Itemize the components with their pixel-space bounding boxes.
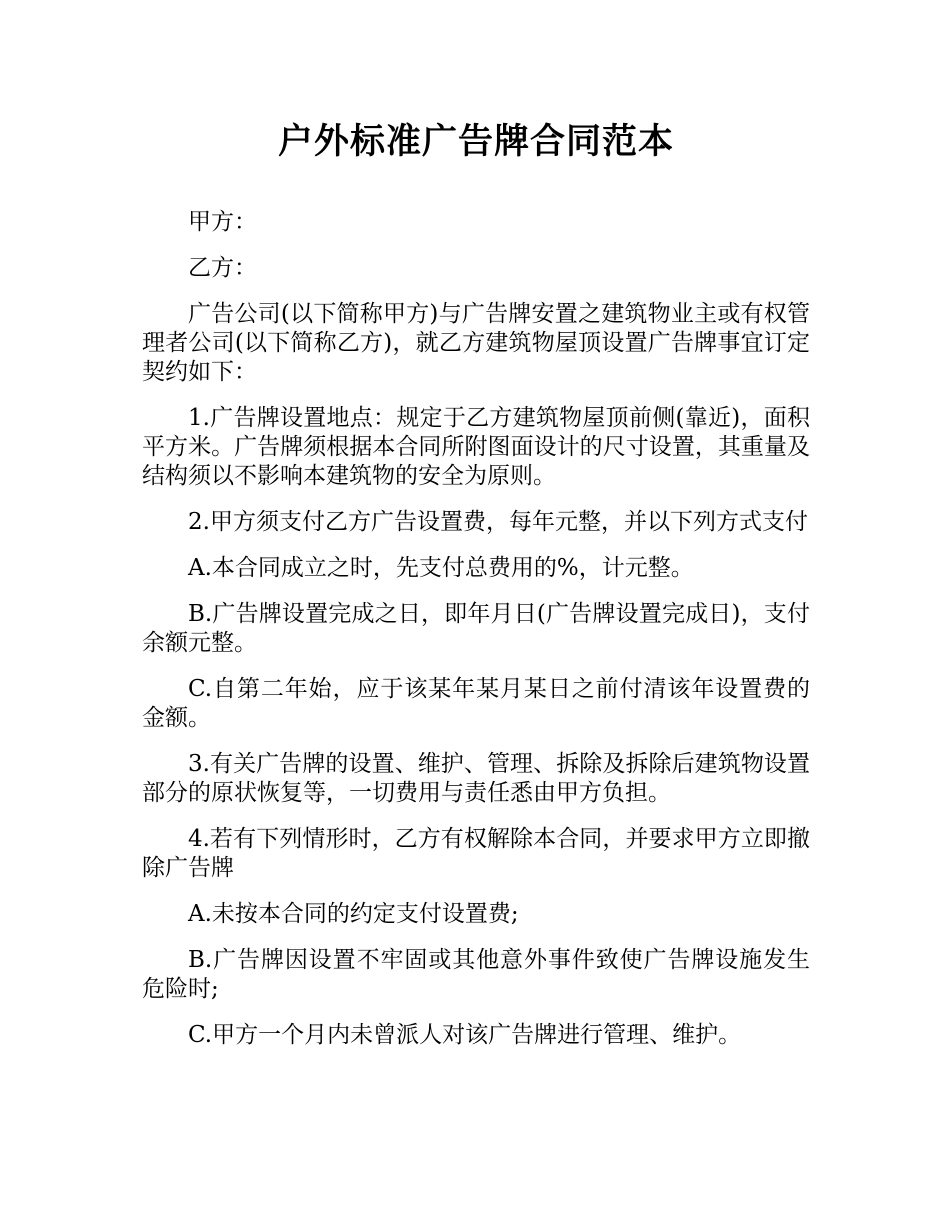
party-b-line: 乙方： <box>188 255 257 281</box>
clause-4-item-a: A.未按本合同的约定支付设置费; <box>188 901 519 927</box>
clause-2-paragraph: 2.甲方须支付乙方广告设置费，每年元整，并以下列方式支付 <box>188 509 808 535</box>
clause-2-item-b: B.广告牌设置完成之日，即年月日(广告牌设置完成日)，支付余额元整。 <box>142 601 810 656</box>
clause-4-paragraph: 4.若有下列情形时，乙方有权解除本合同，并要求甲方立即撤除广告牌 <box>142 826 810 881</box>
clause-1-paragraph: 1.广告牌设置地点：规定于乙方建筑物屋顶前侧(靠近)，面积平方米。广告牌须根据本合同所附图面设计的尺寸设置，其重量及结构须以不影响本建筑物的安全为原则。 <box>142 405 810 489</box>
clause-3-paragraph: 3.有关广告牌的设置、维护、管理、拆除及拆除后建筑物设置部分的原状恢复等，一切费用与责任悉由甲方负担。 <box>142 751 810 806</box>
clause-4-item-c: C.甲方一个月内未曾派人对该广告牌进行管理、维护。 <box>188 1022 742 1048</box>
clause-4-item-b: B.广告牌因设置不牢固或其他意外事件致使广告牌设施发生危险时; <box>142 947 810 1002</box>
party-a-line: 甲方： <box>188 209 257 235</box>
document-title: 户外标准广告牌合同范本 <box>277 122 674 162</box>
clause-2-item-c: C.自第二年始，应于该某年某月某日之前付清该年设置费的金额。 <box>142 676 810 731</box>
preamble-paragraph: 广告公司(以下简称甲方)与广告牌安置之建筑物业主或有权管理者公司(以下简称乙方)，就乙方建筑物屋顶设置广告牌事宜订定契约如下： <box>142 301 810 385</box>
clause-2-item-a: A.本合同成立之时，先支付总费用的%，计元整。 <box>188 555 694 581</box>
